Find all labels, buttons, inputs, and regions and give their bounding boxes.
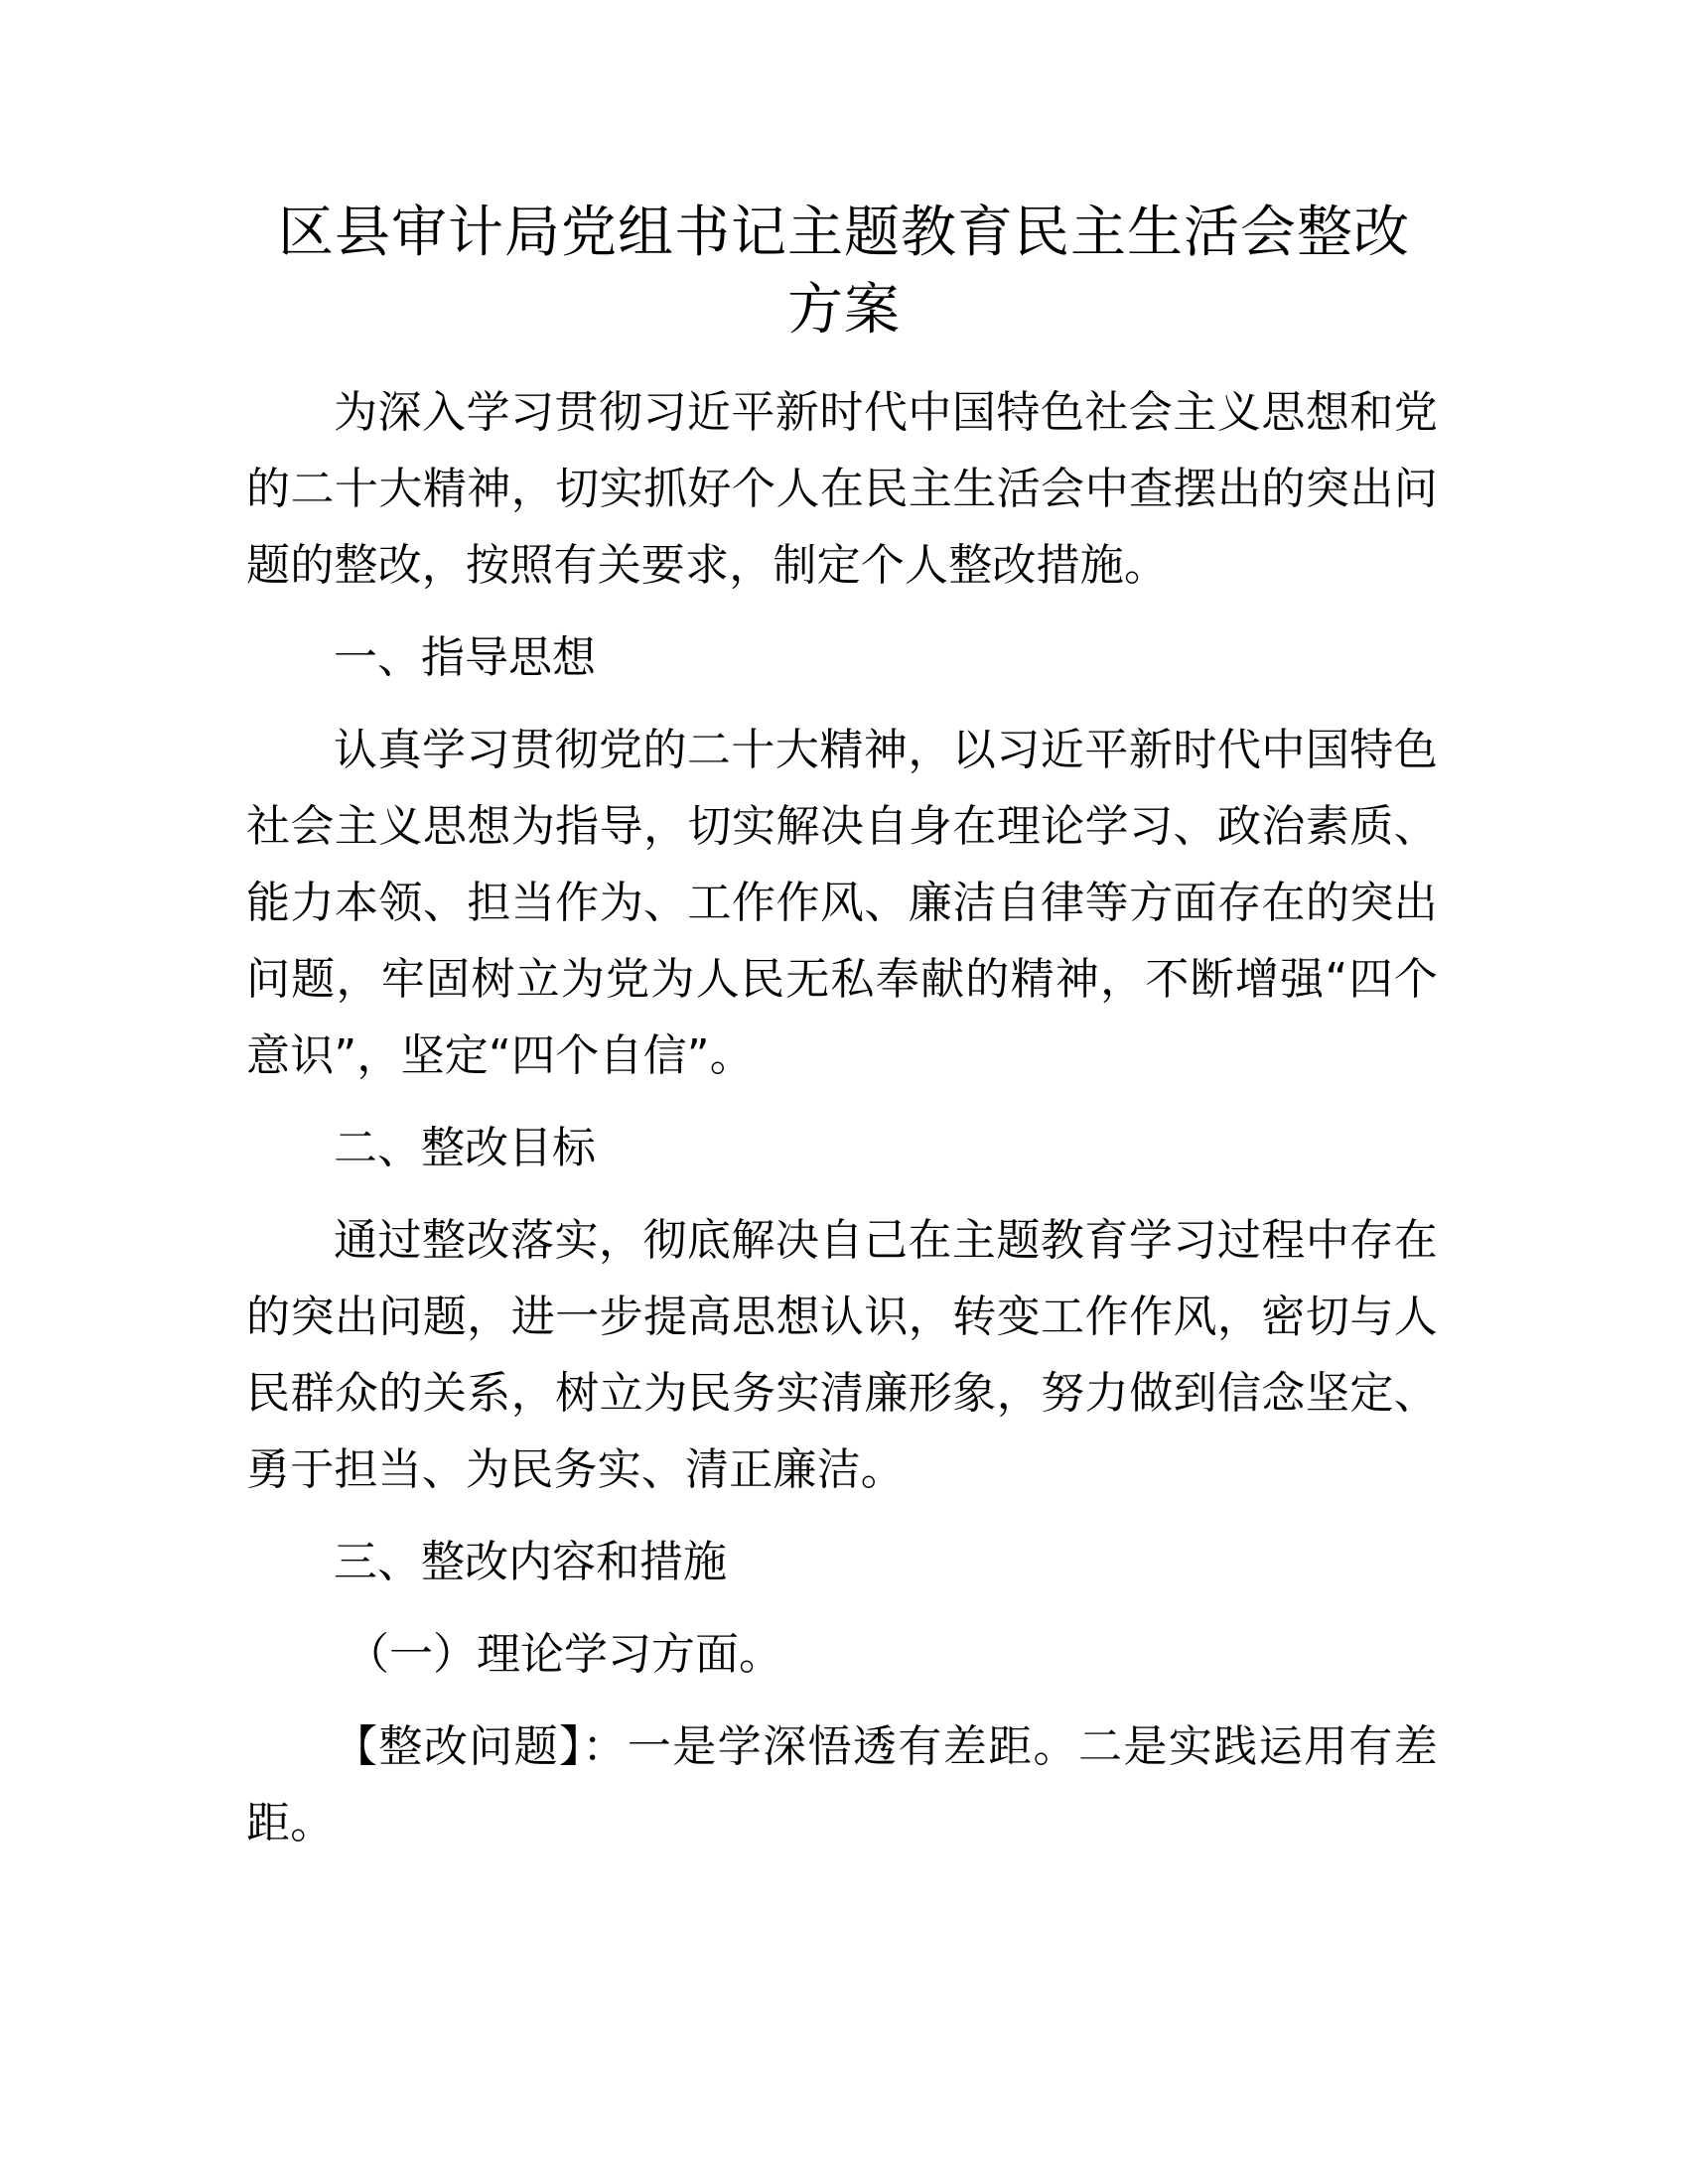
spacer [246,1508,1438,1524]
section2-heading: 二、整改目标 [334,1123,596,1173]
section3-heading: 三、整改内容和措施 [334,1537,727,1587]
section1-paragraph: 认真学习贯彻党的二十大精神，以习近平新时代中国特色社会主义思想为指导，切实解决自身在理论学习、政治素质、能力本领、担当作为、工作作风、廉洁自律等方面存在的突出问题，牢固树立为党为人民无私奉献的精神，不断增强“四个意识”，坚定“四个自信”。 [246,725,1438,1081]
spacer [246,1693,1438,1708]
spacer [246,1600,1438,1616]
subsection1-heading: （一）理论学习方面。 [346,1629,782,1680]
spacer [246,1186,1438,1202]
subsection1-issue-paragraph: 【整改问题】：一是学深悟透有差距。二是实践运用有差距。 [246,1721,1438,1848]
spacer [246,604,1438,619]
spacer [246,696,1438,712]
section2-paragraph: 通过整改落实，彻底解决自己在主题教育学习过程中存在的突出问题，进一步提高思想认识，转变工作作风，密切与人民群众的关系，树立为民务实清廉形象，努力做到信念坚定、勇于担当、为民务实、清正廉洁。 [246,1215,1438,1495]
document-title-line1: 区县审计局党组书记主题教育民主生活会整改 [278,201,1410,265]
spacer [246,1094,1438,1110]
document-title-line2: 方案 [787,278,901,342]
section1-heading: 一、指导思想 [334,632,596,683]
document-title [238,195,1450,349]
intro-paragraph: 为深入学习贯彻习近平新时代中国特色社会主义思想和党的二十大精神，切实抓好个人在民主生活会中查摆出的突出问题的整改，按照有关要求，制定个人整改措施。 [246,387,1438,591]
document-body [246,374,1438,1861]
